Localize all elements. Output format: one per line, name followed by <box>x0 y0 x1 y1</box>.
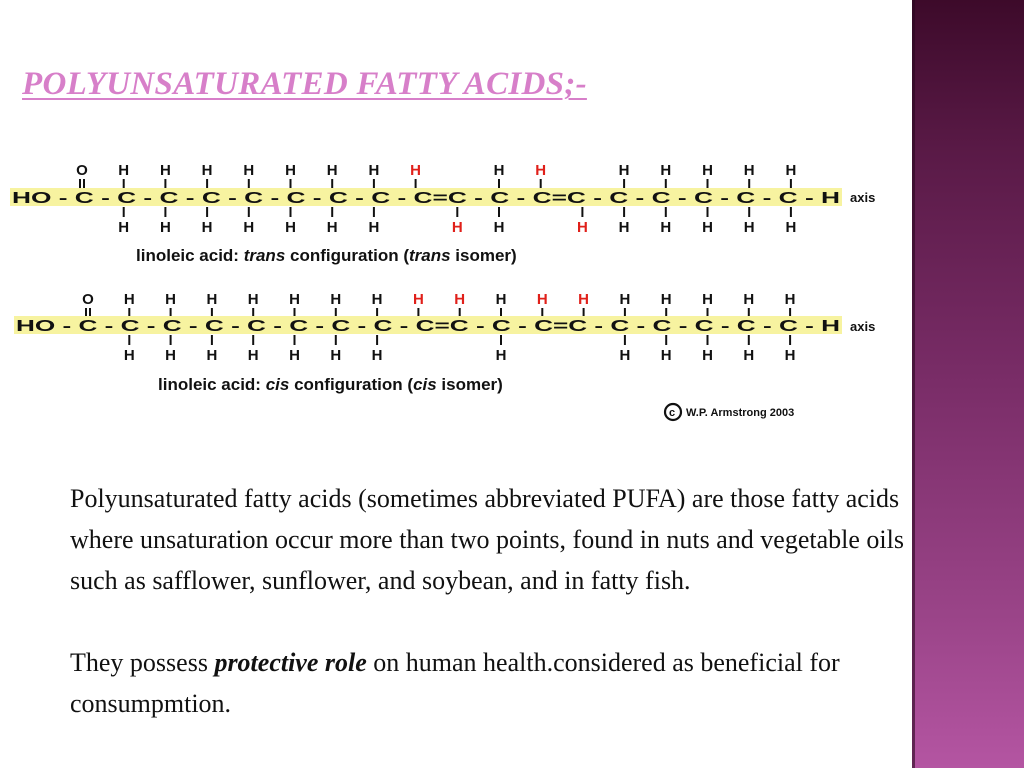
trans-top-bonds <box>80 179 791 188</box>
trans-caption-middle: configuration ( <box>285 246 409 265</box>
cis-bottom-atom-1: H <box>123 347 135 364</box>
cis-bottom-atom-16: H <box>743 347 755 364</box>
trans-top-atom-4: H <box>243 162 255 179</box>
cis-bottom-atom-7: H <box>371 347 383 364</box>
trans-top-atoms <box>76 162 796 179</box>
trans-bottom-atom-14: H <box>660 219 672 236</box>
trans-top-atom-1: H <box>118 162 130 179</box>
trans-top-atom-3: H <box>201 162 213 179</box>
protective-role-emphasis: protective role <box>214 648 367 677</box>
cis-top-atom-5: H <box>289 291 300 308</box>
linoleic-acid-diagram <box>0 150 910 430</box>
trans-bottom-atom-16: H <box>743 219 755 236</box>
paragraph2-after: on human health.considered as beneficial for consumpmtion. <box>70 648 840 718</box>
cis-bottom-atom-13: H <box>619 347 631 364</box>
cis-top-atom-4: H <box>247 291 259 308</box>
cis-top-atom-8: H <box>412 291 424 308</box>
pufa-definition-paragraph: Polyunsaturated fatty acids (sometimes abbreviated PUFA) are those fatty acids where unsaturation occur more than two points, found in nuts and vegetable oils such as safflower, sunflower, and soybean, and in fatty fish. <box>70 484 904 595</box>
trans-bottom-atoms <box>118 219 796 236</box>
trans-carbon-chain: HO - C - C - C - C - C - C - C - C - C=C - C - C=C - C - C - C - C - C - H <box>12 190 840 207</box>
trans-axis-label: axis <box>850 190 876 205</box>
trans-bottom-atom-5: H <box>285 219 296 236</box>
cis-top-atom-1: H <box>123 291 135 308</box>
trans-top-atom-0: O <box>76 162 88 179</box>
trans-bottom-atom-7: H <box>368 219 380 236</box>
trans-bottom-atom-9: H <box>451 219 463 236</box>
cis-carbon-chain: HO - C - C - C - C - C - C - C - C - C=C - C - C=C - C - C - C - C - C - H <box>16 318 840 335</box>
trans-top-atom-10: H <box>493 162 505 179</box>
trans-top-atom-16: H <box>743 162 755 179</box>
cis-bottom-atom-10: H <box>495 347 507 364</box>
cis-bottom-atom-2: H <box>165 347 177 364</box>
trans-top-atom-15: H <box>702 162 713 179</box>
trans-bottom-atom-1: H <box>118 219 130 236</box>
cis-top-bonds <box>86 308 790 316</box>
trans-caption-italic: trans <box>243 246 286 265</box>
cis-caption-italic: cis <box>265 375 290 394</box>
trans-top-atom-14: H <box>660 162 672 179</box>
trans-bottom-bonds <box>124 207 791 217</box>
trans-bottom-atom-13: H <box>618 219 630 236</box>
cis-bottom-atom-5: H <box>289 347 300 364</box>
cis-top-atom-17: H <box>784 291 796 308</box>
paragraph2-before: They possess <box>70 648 215 677</box>
trans-top-atom-7: H <box>368 162 380 179</box>
trans-top-atom-13: H <box>618 162 630 179</box>
copyright-text: W.P. Armstrong 2003 <box>686 407 795 419</box>
cis-top-atom-2: H <box>165 291 177 308</box>
cis-bottom-atom-15: H <box>702 347 713 364</box>
cis-top-atom-10: H <box>495 291 507 308</box>
cis-bottom-atom-6: H <box>330 347 342 364</box>
trans-bottom-atom-4: H <box>243 219 255 236</box>
trans-caption <box>136 246 517 265</box>
trans-top-atom-17: H <box>785 162 797 179</box>
cis-bottom-bonds <box>129 335 790 345</box>
cis-top-atom-12: H <box>578 291 590 308</box>
trans-caption-prefix: linoleic acid: <box>136 246 244 265</box>
copyright-c-glyph: c <box>669 407 676 419</box>
cis-top-atom-11: H <box>536 291 548 308</box>
cis-bottom-atom-4: H <box>247 347 259 364</box>
cis-top-atom-7: H <box>371 291 383 308</box>
trans-bottom-atom-3: H <box>201 219 213 236</box>
trans-bottom-atom-12: H <box>576 219 588 236</box>
trans-bottom-atom-2: H <box>159 219 171 236</box>
trans-bottom-atom-15: H <box>702 219 713 236</box>
cis-bottom-atom-14: H <box>660 347 672 364</box>
cis-top-atom-14: H <box>660 291 672 308</box>
cis-caption-suffix: isomer) <box>436 375 503 394</box>
slide-title: POLYUNSATURATED FATTY ACIDS;- <box>22 66 587 102</box>
decorative-side-band <box>912 0 1024 768</box>
cis-caption <box>158 375 503 394</box>
protective-role-paragraph <box>70 642 910 724</box>
cis-axis-label: axis <box>850 319 876 334</box>
trans-caption-italic2: trans <box>409 246 451 265</box>
trans-top-atom-11: H <box>535 162 547 179</box>
cis-top-atom-3: H <box>206 291 218 308</box>
trans-caption-suffix: isomer) <box>450 246 517 265</box>
cis-top-atom-15: H <box>702 291 713 308</box>
cis-top-atom-0: O <box>82 291 94 308</box>
cis-bottom-atoms <box>124 347 796 364</box>
cis-top-atom-13: H <box>619 291 631 308</box>
cis-top-atom-9: H <box>454 291 466 308</box>
cis-isomer-structure <box>14 291 875 394</box>
cis-caption-italic2: cis <box>413 375 437 394</box>
copyright-notice <box>665 404 794 420</box>
trans-bottom-atom-10: H <box>493 219 505 236</box>
trans-top-atom-5: H <box>285 162 296 179</box>
slide-body <box>70 478 910 724</box>
trans-isomer-structure <box>10 162 875 265</box>
trans-top-atom-8: H <box>410 162 422 179</box>
trans-bottom-atom-17: H <box>785 219 797 236</box>
cis-caption-middle: configuration ( <box>289 375 414 394</box>
cis-top-atom-16: H <box>743 291 755 308</box>
cis-top-atoms <box>82 291 795 308</box>
cis-caption-prefix: linoleic acid: <box>158 375 266 394</box>
cis-bottom-atom-17: H <box>784 347 796 364</box>
trans-top-atom-2: H <box>159 162 171 179</box>
cis-bottom-atom-3: H <box>206 347 218 364</box>
trans-top-atom-6: H <box>326 162 338 179</box>
cis-top-atom-6: H <box>330 291 342 308</box>
trans-bottom-atom-6: H <box>326 219 338 236</box>
